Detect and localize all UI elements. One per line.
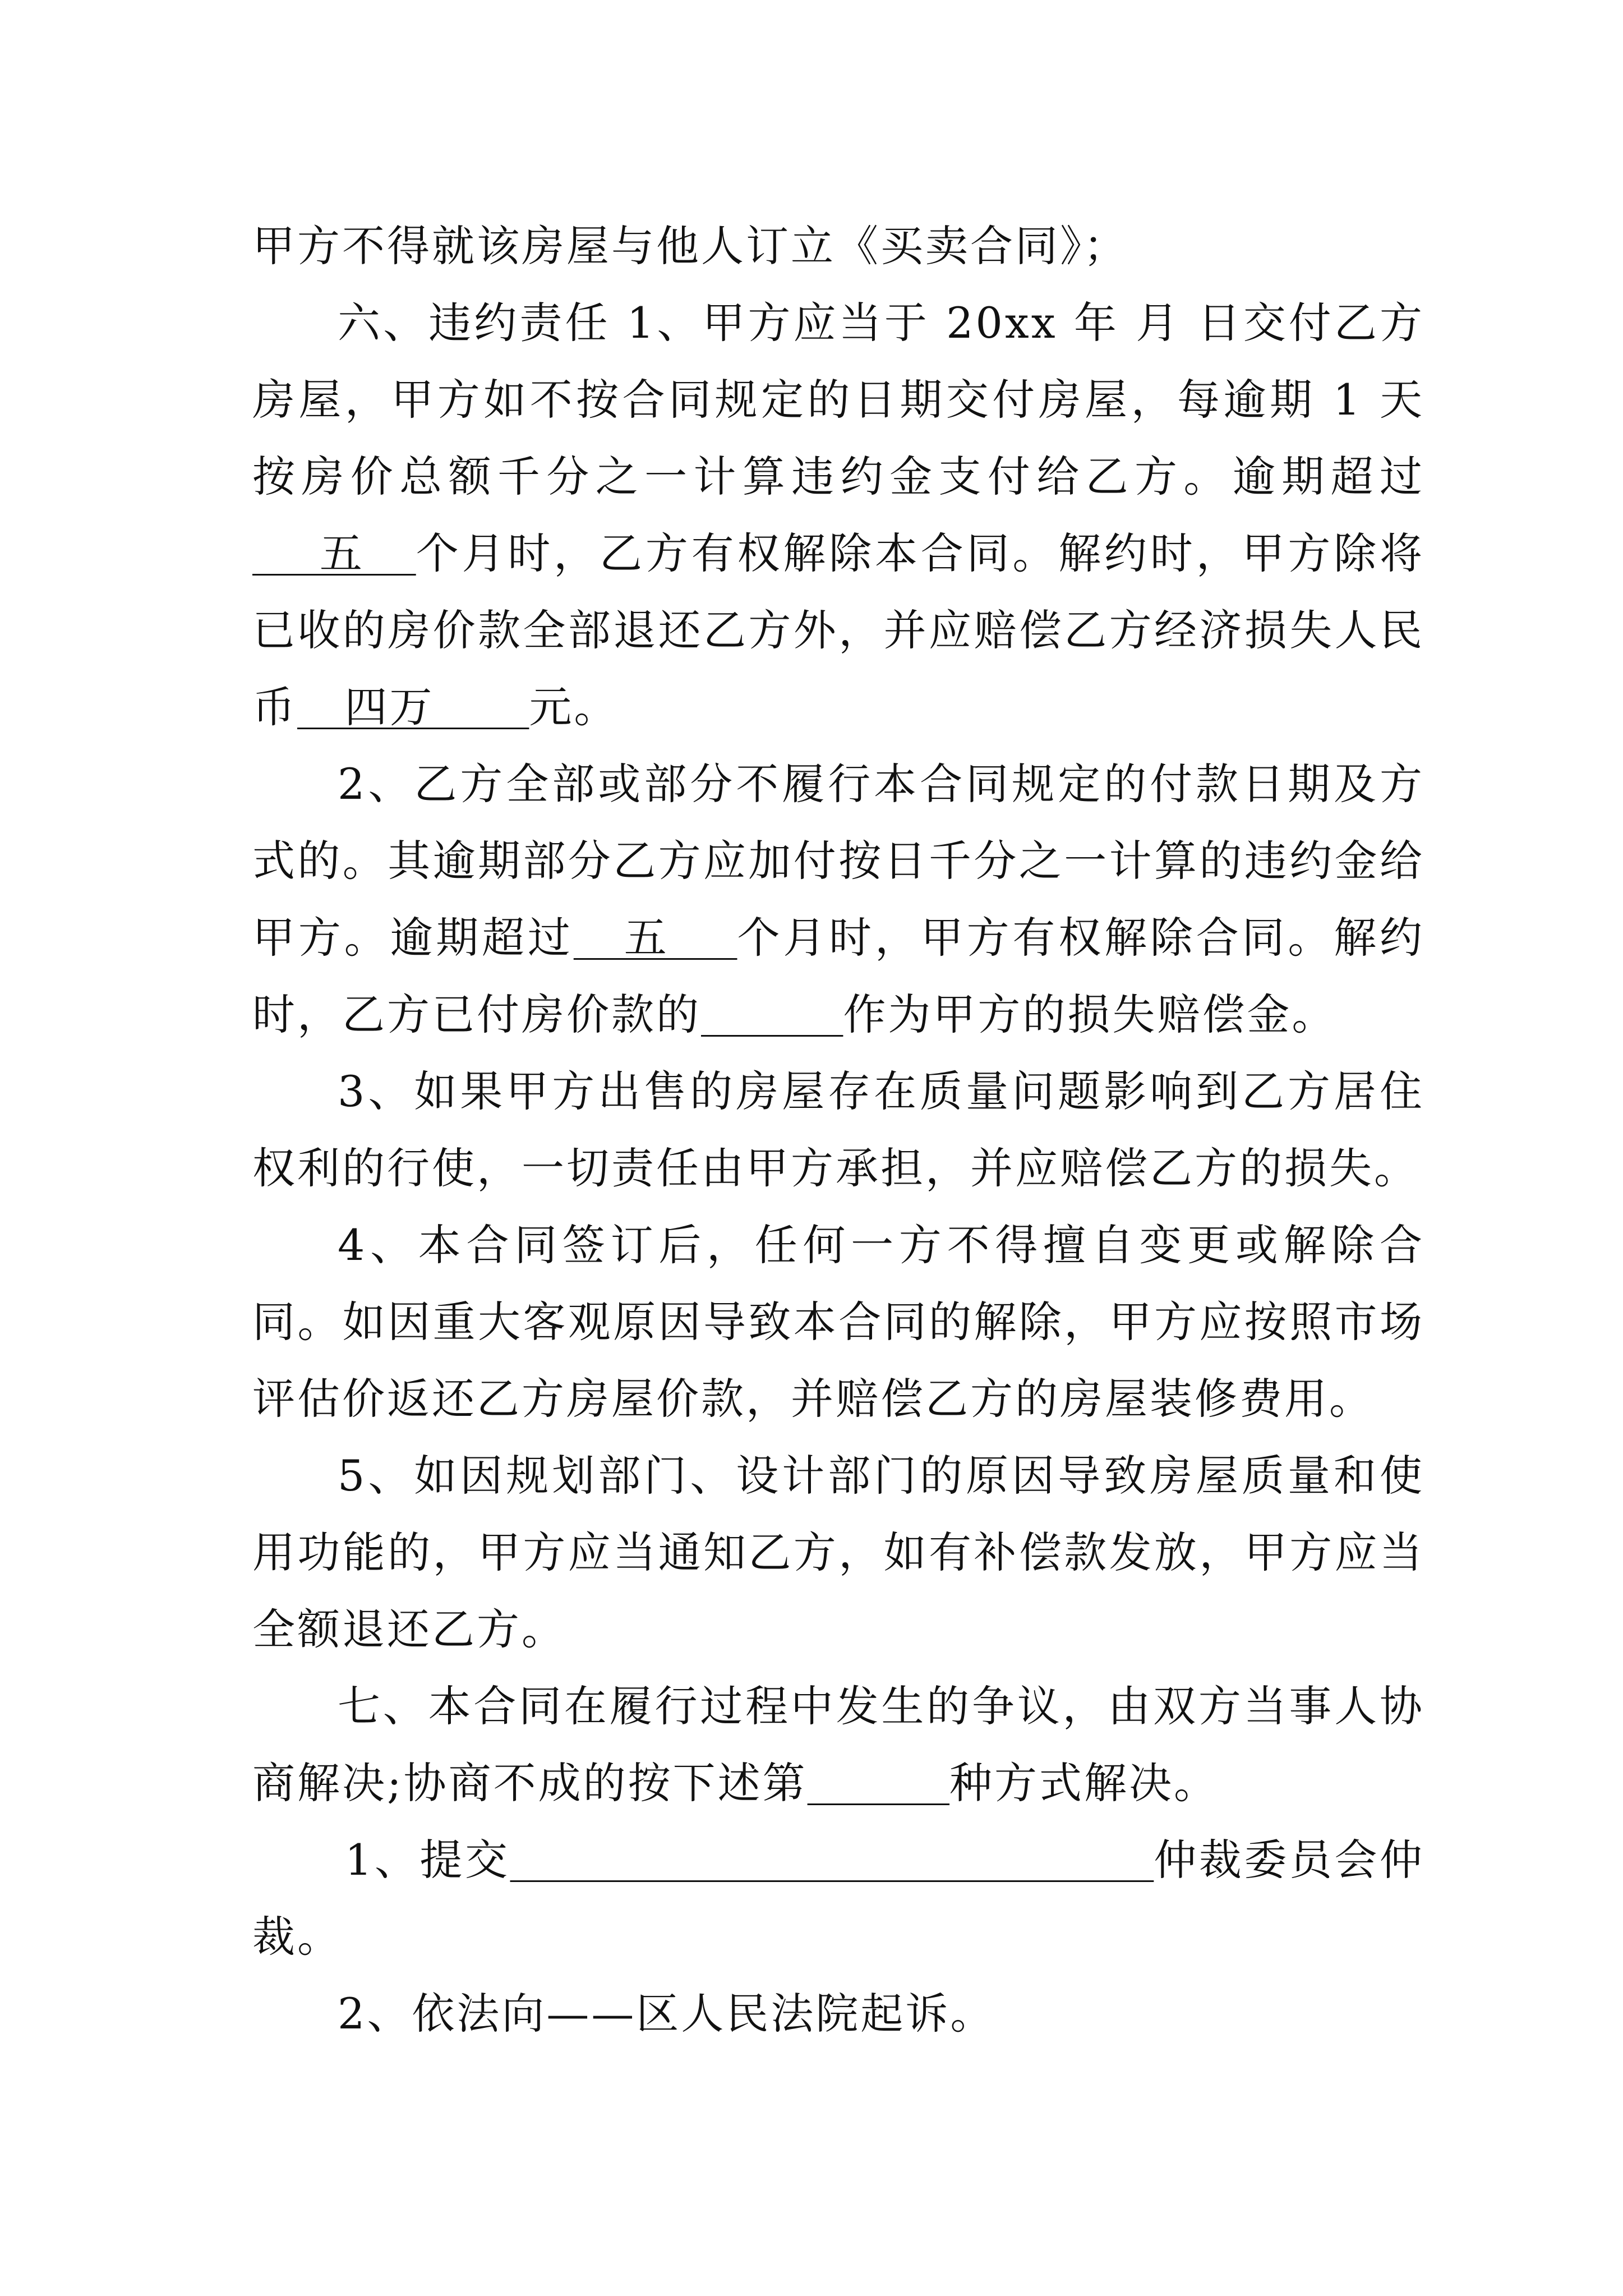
contract-paragraph bbox=[252, 1437, 1424, 1668]
paragraph-text: 1、提交 bbox=[345, 1835, 510, 1885]
blank-fill-field: 五 bbox=[573, 913, 737, 963]
contract-paragraph bbox=[252, 746, 1424, 1053]
blank-fill-field: 四万 bbox=[297, 682, 529, 732]
paragraph-text: 甲方不得就该房屋与他人订立《买卖合同》； bbox=[252, 221, 1128, 271]
paragraph-text: 仲裁委员会仲裁。 bbox=[252, 1835, 1425, 1962]
paragraph-text: 种方式解决。 bbox=[949, 1758, 1219, 1808]
blank-fill-field bbox=[808, 1758, 949, 1808]
contract-paragraph bbox=[252, 1053, 1424, 1207]
contract-paragraph bbox=[252, 208, 1424, 284]
paragraph-text: 5、如因规划部门、设计部门的原因导致房屋质量和使用功能的，甲方应当通知乙方，如有补偿款发放，甲方应当全额退还乙方。 bbox=[252, 1451, 1424, 1654]
contract-paragraph bbox=[252, 284, 1424, 746]
paragraph-text: 个月时，乙方有权解除本合同。解约时，甲方除将已收的房价款全部退还乙方外，并应赔偿乙方经济损失人民币 bbox=[252, 528, 1425, 732]
paragraph-text: 六、违约责任 1、甲方应当于 20xx 年 月 日交付乙方房屋，甲方如不按合同规定的日期交付房屋，每逾期 1 天按房价总额千分之一计算违约金支付给乙方。逾期超过 bbox=[252, 298, 1424, 501]
paragraph-text: 个月时，甲方有权解除合同。解约时，乙方已付房价款的 bbox=[252, 913, 1425, 1039]
paragraph-text: 元。 bbox=[529, 682, 619, 732]
contract-body bbox=[252, 208, 1424, 2052]
paragraph-text: 3、如果甲方出售的房屋存在质量问题影响到乙方居住权利的行使，一切责任由甲方承担，并应赔偿乙方的损失。 bbox=[252, 1066, 1424, 1193]
paragraph-text: 4、本合同签订后，任何一方不得擅自变更或解除合同。如因重大客观原因导致本合同的解除，甲方应按照市场评估价返还乙方房屋价款，并赔偿乙方的房屋装修费用。 bbox=[252, 1220, 1424, 1424]
contract-paragraph bbox=[252, 1821, 1424, 1975]
blank-fill-field bbox=[510, 1835, 1154, 1885]
blank-fill-field: 五 bbox=[252, 528, 416, 578]
paragraph-text: 七、本合同在履行过程中发生的争议，由双方当事人协商解决;协商不成的按下述第 bbox=[252, 1681, 1424, 1808]
paragraph-text: 2、依法向——区人民法院起诉。 bbox=[338, 1989, 995, 2039]
contract-paragraph bbox=[252, 1975, 1424, 2052]
blank-fill-field bbox=[701, 990, 843, 1039]
contract-paragraph bbox=[252, 1668, 1424, 1821]
contract-paragraph bbox=[252, 1207, 1424, 1437]
paragraph-text: 作为甲方的损失赔偿金。 bbox=[843, 990, 1337, 1039]
paragraph-text: 2、乙方全部或部分不履行本合同规定的付款日期及方式的。其逾期部分乙方应加付按日千分之一计算的违约金给甲方。逾期超过 bbox=[252, 759, 1424, 963]
